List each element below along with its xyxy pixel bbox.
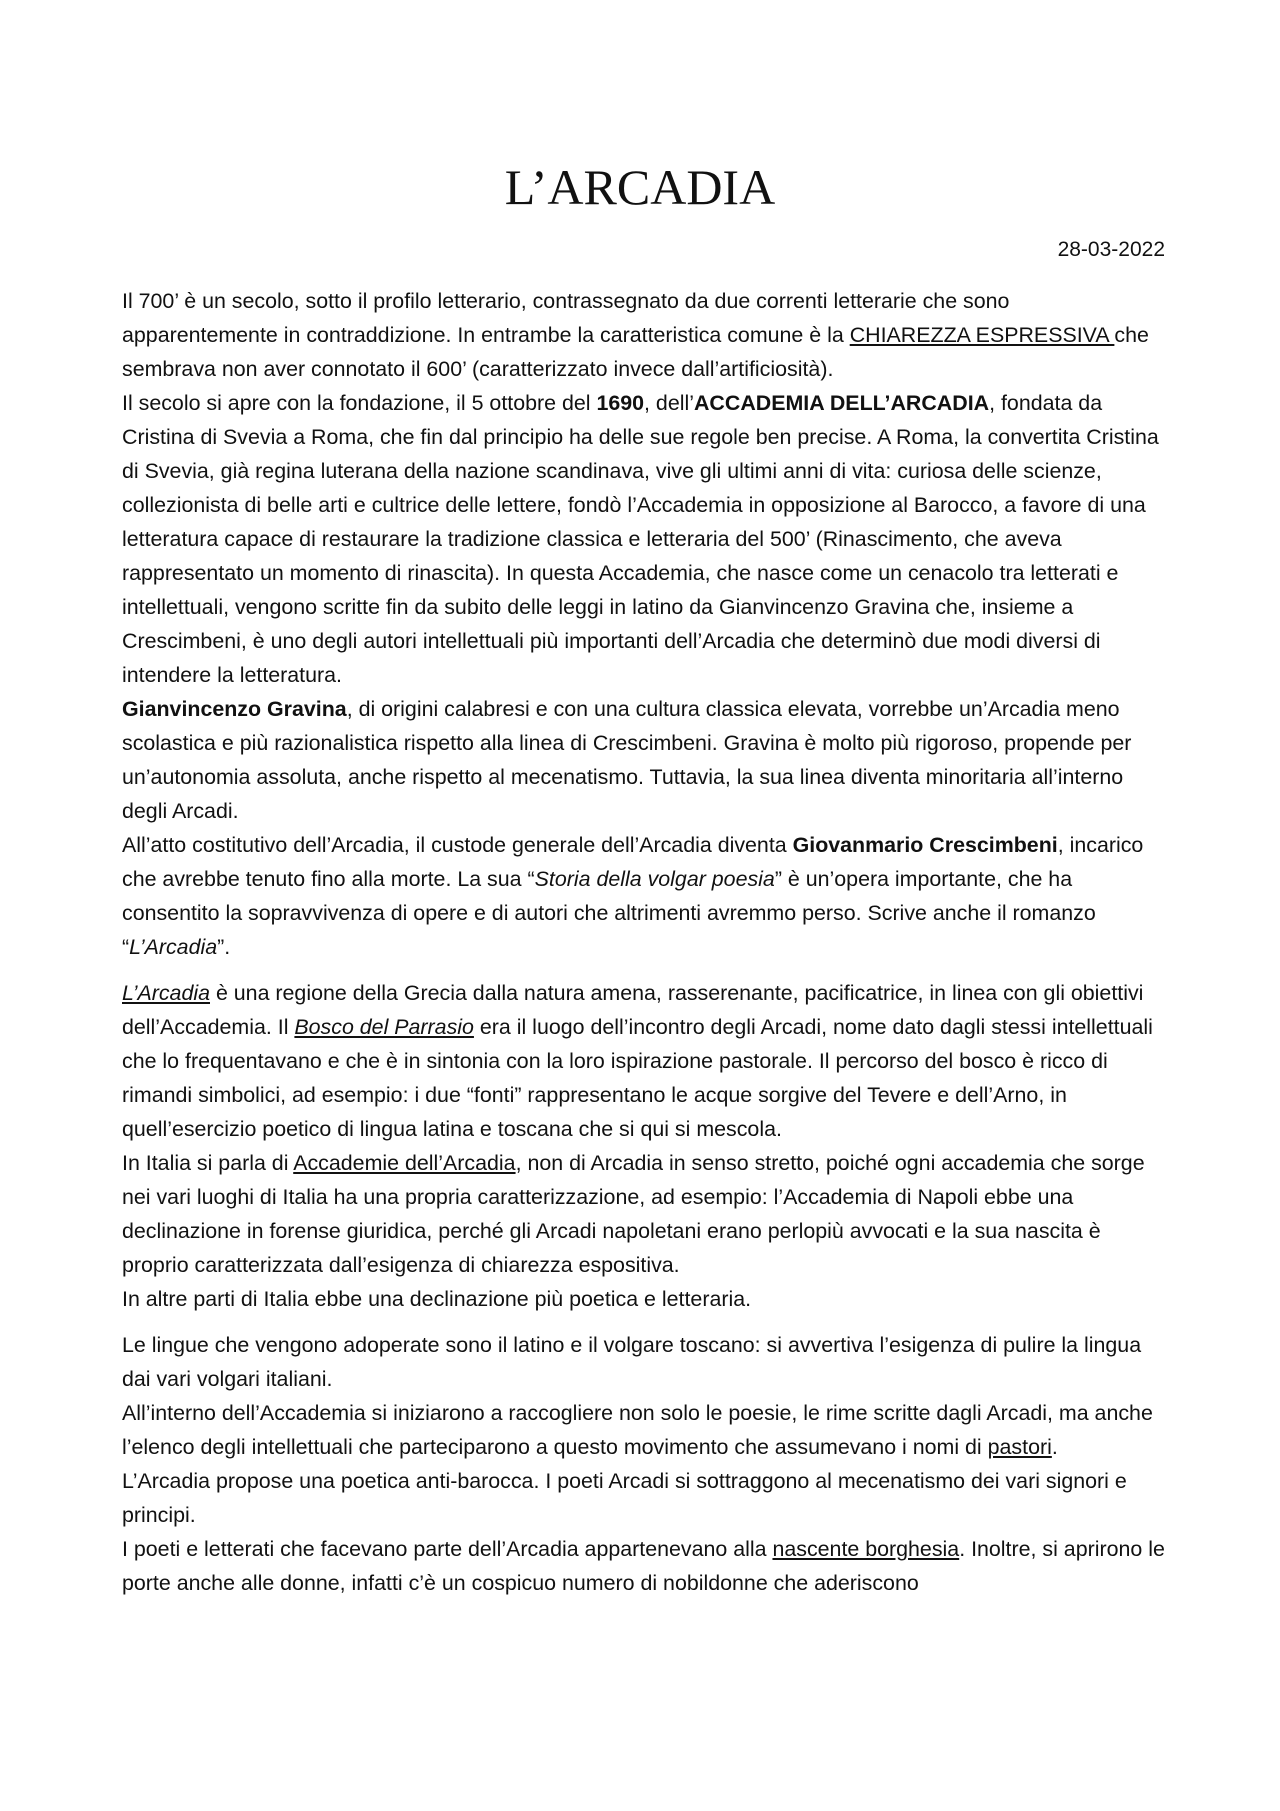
term-accademie: Accademie dell’Arcadia [293, 1151, 516, 1175]
accademia-name: ACCADEMIA DELL’ARCADIA [693, 391, 990, 415]
keyword-chiarezza-espressiva: CHIAREZZA ESPRESSIVA [849, 323, 1115, 347]
document-date: 28-03-2022 [1057, 238, 1165, 261]
paragraph-accademie: In Italia si parla di Accademie dell’Arcadia, non di Arcadia in senso stretto, poiché ogni accademia che sorge nei vari luoghi di Italia ha una propria caratterizzazione, ad esempio: l’Accademia di Napoli ebbe una declinazione in forense giuridica, perché gli Arcadi napoletani erano perlopiù avvocati e la sua nascita è proprio caratterizzata dall’esigenza di chiarezza espositiva. [122, 1151, 1145, 1277]
paragraph-region: L’Arcadia è una regione della Grecia dalla natura amena, rasserenante, pacificatrice, in linea con gli obiettivi dell’Accademia. Il Bosco del Parrasio era il luogo dell’incontro degli Arcadi, nome dato dagli stessi intellettuali che lo frequentavano e che è in sintonia con la loro ispirazione pastorale. Il percorso del bosco è ricco di rimandi simbolici, ad esempio: i due “fonti” rappresentano le acque sorgive del Tevere e dell’Arno, in quell’esercizio poetico di lingua latina e toscana che si qui si mescola. [122, 981, 1153, 1141]
paragraph-borghesia: I poeti e letterati che facevano parte dell’Arcadia appartenevano alla nascente borghesia. Inoltre, si aprirono le porte anche alle donne, infatti c’è un cospicuo numero di nobildonne che aderiscono [122, 1537, 1165, 1595]
paragraph-altre-parti: In altre parti di Italia ebbe una declinazione più poetica e letteraria. [122, 1287, 752, 1311]
term-pastori: pastori [987, 1435, 1052, 1459]
paragraph-gravina: Gianvincenzo Gravina, di origini calabresi e con una cultura classica elevata, vorrebbe un’Arcadia meno scolastica e più razionalistica rispetto alla linea di Crescimbeni. Gravina è molto più rigoroso, propende per un’autonomia assoluta, anche rispetto al mecenatismo. Tuttavia, la sua linea diventa minoritaria all’interno degli Arcadi. [122, 697, 1132, 823]
page-title: L’ARCADIA [504, 159, 776, 215]
term-nascente-borghesia: nascente borghesia [772, 1537, 960, 1561]
paragraph-intro: Il 700’ è un secolo, sotto il profilo letterario, contrassegnato da due correnti letterarie che sono apparentemente in contraddizione. In entrambe la caratteristica comune è la CHIAREZZA ESPRESSIVA che sembrava non aver connotato il 600’ (caratterizzato invece dall’artificiosità). [122, 289, 1149, 381]
year-1690: 1690 [596, 391, 645, 415]
term-arcadia: L’Arcadia [122, 981, 210, 1005]
paragraph-lingue: Le lingue che vengono adoperate sono il latino e il volgare toscano: si avvertiva l’esigenza di pulire la lingua dai vari volgari italiani. [122, 1333, 1142, 1391]
work-title-storia: Storia della volgar poesia [534, 867, 775, 891]
paragraph-anti-barocca: L’Arcadia propose una poetica anti-barocca. I poeti Arcadi si sottraggono al mecenatismo dei vari signori e principi. [122, 1469, 1127, 1527]
author-crescimbeni: Giovanmario Crescimbeni [792, 833, 1058, 857]
paragraph-foundation: Il secolo si apre con la fondazione, il 5 ottobre del 1690, dell’ACCADEMIA DELL’ARCADIA, fondata da Cristina di Svevia a Roma, che fin dal principio ha delle sue regole ben precise. A Roma, la convertita Cristina di Svevia, già regina luterana della nazione scandinava, vive gli ultimi anni di vita: curiosa delle scienze, collezionista di belle arti e cultrice delle lettere, fondò l’Accademia in opposizione al Barocco, a favore di una letteratura capace di restaurare la tradizione classica e letteraria del 500’ (Rinascimento, che aveva rappresentato un momento di rinascita). In questa Accademia, che nasce come un cenacolo tra letterati e intellettuali, vengono scritte fin da subito delle leggi in latino da Gianvincenzo Gravina che, insieme a Crescimbeni, è uno degli autori intellettuali più importanti dell’Arcadia che determinò due modi diversi di intendere la letteratura. [122, 391, 1159, 687]
paragraph-pastori: All’interno dell’Accademia si iniziarono a raccogliere non solo le poesie, le rime scritte dagli Arcadi, ma anche l’elenco degli intellettuali che parteciparono a questo movimento che assumevano i nomi di pastori. [122, 1401, 1153, 1459]
paragraph-crescimbeni: All’atto costitutivo dell’Arcadia, il custode generale dell’Arcadia diventa Giovanmario Crescimbeni, incarico che avrebbe tenuto fino alla morte. La sua “Storia della volgar poesia” è un’opera importante, che ha consentito la sopravvivenza di opere e di autori che altrimenti avremmo perso. Scrive anche il romanzo “L’Arcadia”. [122, 833, 1144, 959]
document-body [122, 284, 1168, 1600]
work-title-arcadia: L’Arcadia [129, 935, 218, 959]
author-gravina: Gianvincenzo Gravina [122, 697, 347, 721]
term-bosco-parrasio: Bosco del Parrasio [294, 1015, 474, 1039]
